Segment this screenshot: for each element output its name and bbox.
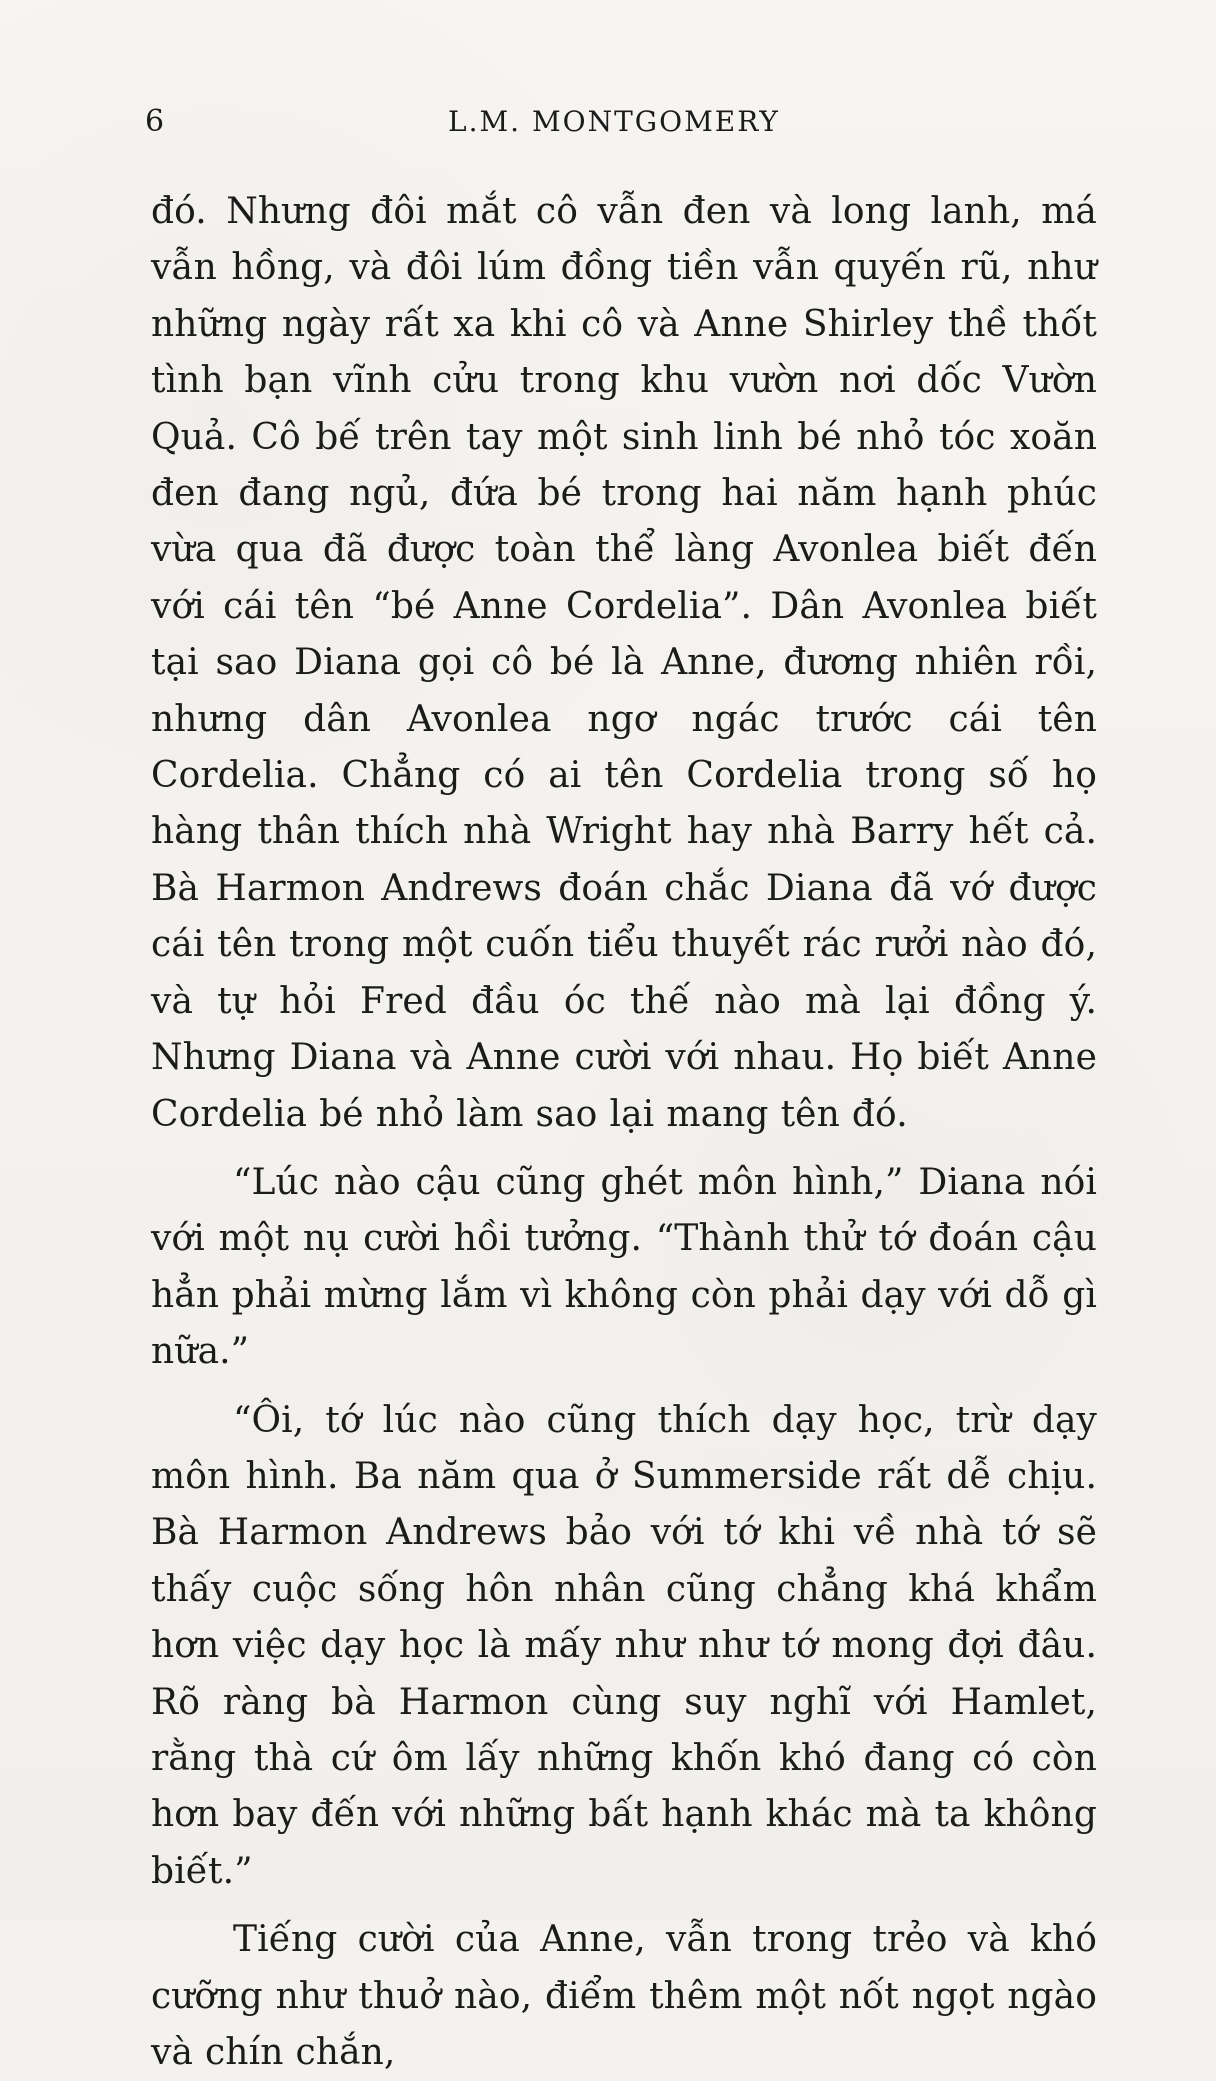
- paragraph-4: Tiếng cười của Anne, vẫn trong trẻo và khó cưỡng như thuở nào, điểm thêm một nốt ngọt ngào và chín chắn,: [151, 1919, 1097, 2073]
- author-running-head: L.M. MONTGOMERY: [448, 105, 780, 138]
- body-text: [151, 184, 1097, 2081]
- paragraph-1: đó. Nhưng đôi mắt cô vẫn đen và long lanh, má vẫn hồng, và đôi lúm đồng tiền vẫn quyến rũ, như những ngày rất xa khi cô và Anne Shirley thề thốt tình bạn vĩnh cửu trong khu vườn nơi dốc Vườn Quả. Cô bế trên tay một sinh linh bé nhỏ tóc xoăn đen đang ngủ, đứa bé trong hai năm hạnh phúc vừa qua đã được toàn thể làng Avonlea biết đến với cái tên “bé Anne Cordelia”. Dân Avonlea biết tại sao Diana gọi cô bé là Anne, đương nhiên rồi, nhưng dân Avonlea ngơ ngác trước cái tên Cordelia. Chẳng có ai tên Cordelia trong số họ hàng thân thích nhà Wright hay nhà Barry hết cả. Bà Harmon Andrews đoán chắc Diana đã vớ được cái tên trong một cuốn tiểu thuyết rác rưởi nào đó, và tự hỏi Fred đầu óc thế nào mà lại đồng ý. Nhưng Diana và Anne cười với nhau. Họ biết Anne Cordelia bé nhỏ làm sao lại mang tên đó.: [151, 191, 1097, 1135]
- paragraph-3: “Ôi, tớ lúc nào cũng thích dạy học, trừ dạy môn hình. Ba năm qua ở Summerside rất dễ chịu. Bà Harmon Andrews bảo với tớ khi về nhà tớ sẽ thấy cuộc sống hôn nhân cũng chẳng khá khẩm hơn việc dạy học là mấy như như tớ mong đợi đâu. Rõ ràng bà Harmon cùng suy nghĩ với Hamlet, rằng thà cứ ôm lấy những khốn khó đang có còn hơn bay đến với những bất hạnh khác mà ta không biết.”: [151, 1399, 1097, 1892]
- paragraph-2: “Lúc nào cậu cũng ghét môn hình,” Diana nói với một nụ cười hồi tưởng. “Thành thử tớ đoán cậu hẳn phải mừng lắm vì không còn phải dạy với dỗ gì nữa.”: [151, 1161, 1097, 1373]
- page-number: 6: [145, 104, 165, 139]
- page-header: [145, 102, 1085, 142]
